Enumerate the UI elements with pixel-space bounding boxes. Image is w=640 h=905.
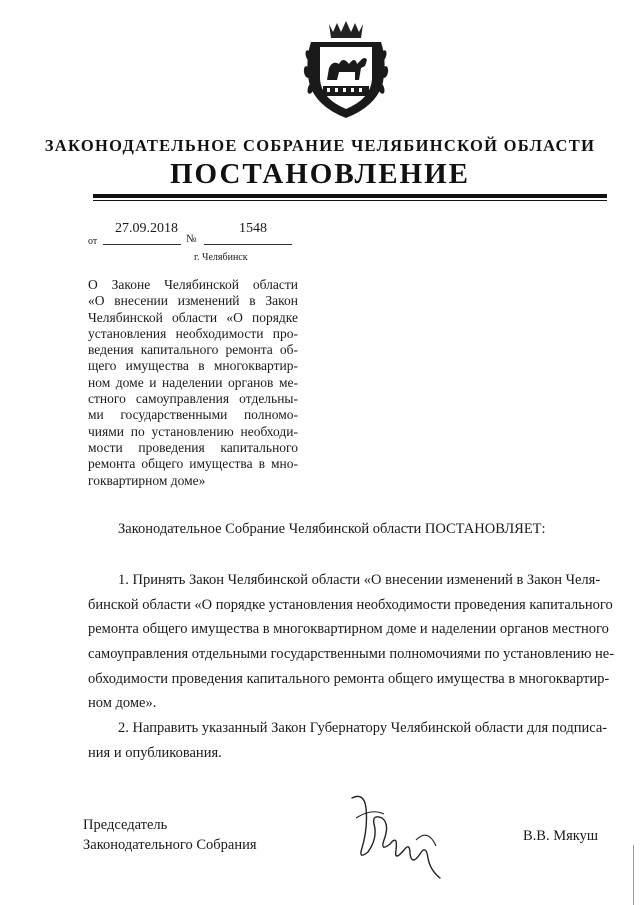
subject-line: стного самоуправления отдельны-: [88, 391, 298, 407]
body-line: бинской области «О порядке установления необходимости проведения капитального: [88, 596, 613, 613]
body-line: ния и опубликования.: [88, 744, 222, 761]
document-date: 27.09.2018: [115, 221, 178, 236]
subject-line: «О внесении изменений в Закон: [88, 293, 298, 309]
number-prefix: №: [186, 233, 197, 245]
resolution-body: [88, 568, 615, 766]
issue-place: г. Челябинск: [194, 252, 248, 263]
subject-line: ном доме и наделении органов ме-: [88, 374, 298, 390]
document-subject: [88, 277, 298, 489]
resolution-preamble: Законодательное Собрание Челябинской области ПОСТАНОВЛЯЕТ:: [118, 521, 546, 537]
document-number: 1548: [239, 221, 267, 236]
document-type-title: ПОСТАНОВЛЕНИЕ: [169, 158, 470, 190]
subject-line: ми государственными полномо-: [88, 407, 298, 423]
header-rule-thick: [93, 194, 607, 198]
signatory-name: В.В. Мякуш: [523, 828, 599, 844]
subject-line: Челябинской области «О порядке: [88, 309, 298, 325]
subject-line: установления необходимости про-: [88, 325, 298, 341]
body-line: 1. Принять Закон Челябинской области «О внесении изменений в Закон Челя-: [118, 572, 601, 588]
subject-line: ремонта общего имущества в мно-: [88, 456, 298, 472]
subject-line: гоквартирном доме»: [88, 472, 206, 488]
coat-of-arms-emblem: [299, 20, 393, 122]
subject-line: О Законе Челябинской области: [88, 277, 298, 292]
body-line: ремонта общего имущества в многоквартирном доме и наделении органов местного: [88, 621, 609, 638]
organization-title: ЗАКОНОДАТЕЛЬНОЕ СОБРАНИЕ ЧЕЛЯБИНСКОЙ ОБЛАСТИ: [44, 136, 596, 155]
signatory-title-line: Председатель: [83, 817, 168, 833]
date-prefix: от: [88, 236, 98, 247]
scan-margin-mark: [633, 845, 634, 905]
body-line: обходимости проведения капитального ремонта общего имущества в многоквартир-: [88, 670, 610, 687]
signatory-title-line: Законодательного Собрания: [83, 837, 257, 853]
header-rule-thin: [93, 200, 607, 201]
subject-line: ведения капитального ремонта об-: [88, 342, 298, 358]
body-line: ном доме».: [88, 695, 157, 712]
subject-line: щего имущества в многоквартир-: [88, 358, 298, 374]
subject-line: чиями по установлению необходи-: [88, 423, 298, 439]
number-underline: [204, 244, 292, 245]
date-underline: [103, 244, 181, 245]
signatory-title: [83, 815, 257, 855]
subject-line: мости проведения капитального: [88, 439, 298, 455]
body-line: 2. Направить указанный Закон Губернатору Челябинской области для подписа-: [118, 720, 608, 737]
body-line: самоуправления отдельными государственными полномочиями по установлению не-: [88, 646, 615, 663]
handwritten-signature: [344, 788, 454, 880]
